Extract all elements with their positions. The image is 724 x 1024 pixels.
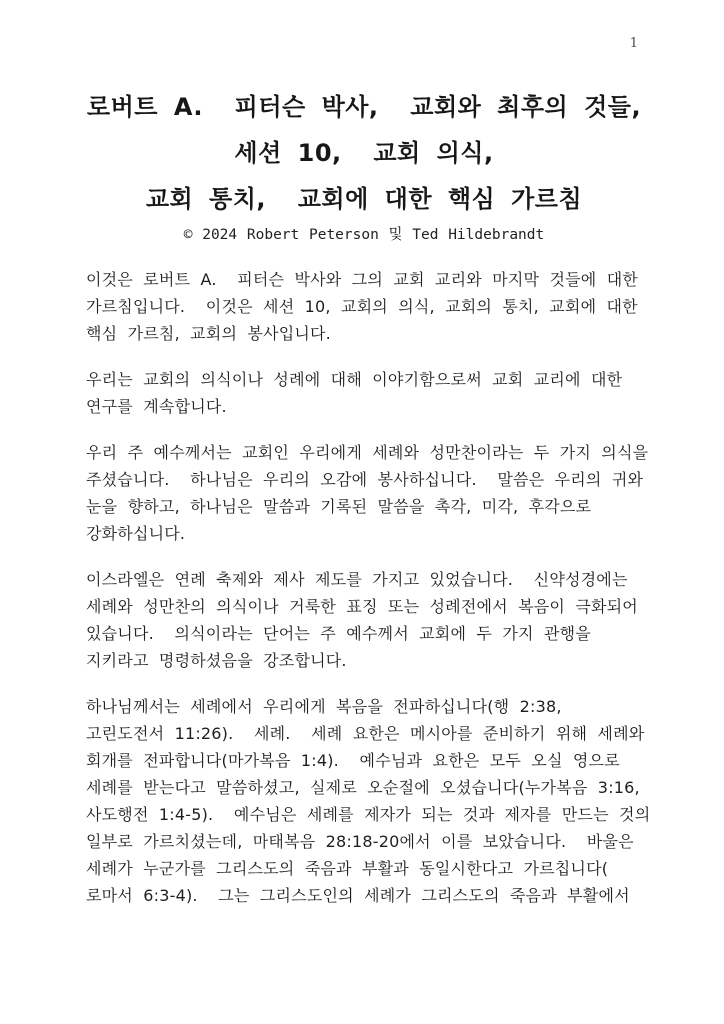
text-line: 하나님께서는 세례에서 우리에게 복음을 전파하십니다(행 2:38, xyxy=(86,697,562,716)
text-line: 로마서 6:3-4). 그는 그리스도인의 세례가 그리스도의 죽음과 부활에서 xyxy=(86,886,630,905)
paragraph-continuation xyxy=(86,366,642,420)
document-body xyxy=(86,266,651,909)
text-line: 우리는 교회의 의식이나 성례에 대해 이야기함으로써 교회 교리에 대한 xyxy=(86,370,623,389)
text-line: 이스라엘은 연례 축제와 제사 제도를 가지고 있었습니다. 신약성경에는 xyxy=(86,570,628,589)
text-line: 고린도전서 11:26). 세례. 세례 요한은 메시아를 준비하기 위해 세례와 xyxy=(86,724,645,743)
text-line: 우리 주 예수께서는 교회인 우리에게 세례와 성만찬이라는 두 가지 의식을 xyxy=(86,443,649,462)
document-title xyxy=(86,84,642,222)
title-line-1: 로버트 A. 피터슨 박사, 교회와 최후의 것들, xyxy=(86,93,642,121)
text-line: 주셨습니다. 하나님은 우리의 오감에 봉사하십니다. 말씀은 우리의 귀와 xyxy=(86,470,644,489)
text-line: 핵심 가르침, 교회의 봉사입니다. xyxy=(86,324,331,343)
text-line: 세례를 받는다고 말씀하셨고, 실제로 오순절에 오셨습니다(누가복음 3:16, xyxy=(86,778,640,797)
title-line-3: 교회 통치, 교회에 대한 핵심 가르침 xyxy=(145,185,583,213)
paragraph-baptism xyxy=(86,693,651,909)
text-line: 강화하십니다. xyxy=(86,524,186,543)
paragraph-two-ordinances xyxy=(86,439,649,547)
text-line: 지키라고 명령하셨음을 강조합니다. xyxy=(86,651,347,670)
text-line: 눈을 향하고, 하나님은 말씀과 기록된 말씀을 촉각, 미각, 후각으로 xyxy=(86,497,592,516)
text-line: 일부로 가르치셨는데, 마태복음 28:18-20에서 이를 보았습니다. 바울은 xyxy=(86,832,634,851)
title-line-2: 세션 10, 교회 의식, xyxy=(234,139,494,167)
text-line: 회개를 전파합니다(마가복음 1:4). 예수님과 요한은 모두 오실 영으로 xyxy=(86,751,620,770)
page-number: 1 xyxy=(629,36,638,51)
text-line: 있습니다. 의식이라는 단어는 주 예수께서 교회에 두 가지 관행을 xyxy=(86,624,591,643)
text-line: 가르침입니다. 이것은 세션 10, 교회의 의식, 교회의 통치, 교회에 대한 xyxy=(86,297,638,316)
paragraph-intro xyxy=(86,266,642,347)
copyright-line: © 2024 Robert Peterson 및 Ted Hildebrandt xyxy=(183,227,545,243)
text-line: 연구를 계속합니다. xyxy=(86,397,227,416)
paragraph-israel xyxy=(86,566,642,674)
text-line: 이것은 로버트 A. 피터슨 박사와 그의 교회 교리와 마지막 것들에 대한 xyxy=(86,270,639,289)
text-line: 사도행전 1:4-5). 예수님은 세례를 제자가 되는 것과 제자를 만드는 것의 xyxy=(86,805,651,824)
text-line: 세례와 성만찬의 의식이나 거룩한 표징 또는 성례전에서 복음이 극화되어 xyxy=(86,597,638,616)
text-line: 세례가 누군가를 그리스도의 죽음과 부활과 동일시한다고 가르칩니다( xyxy=(86,859,609,878)
